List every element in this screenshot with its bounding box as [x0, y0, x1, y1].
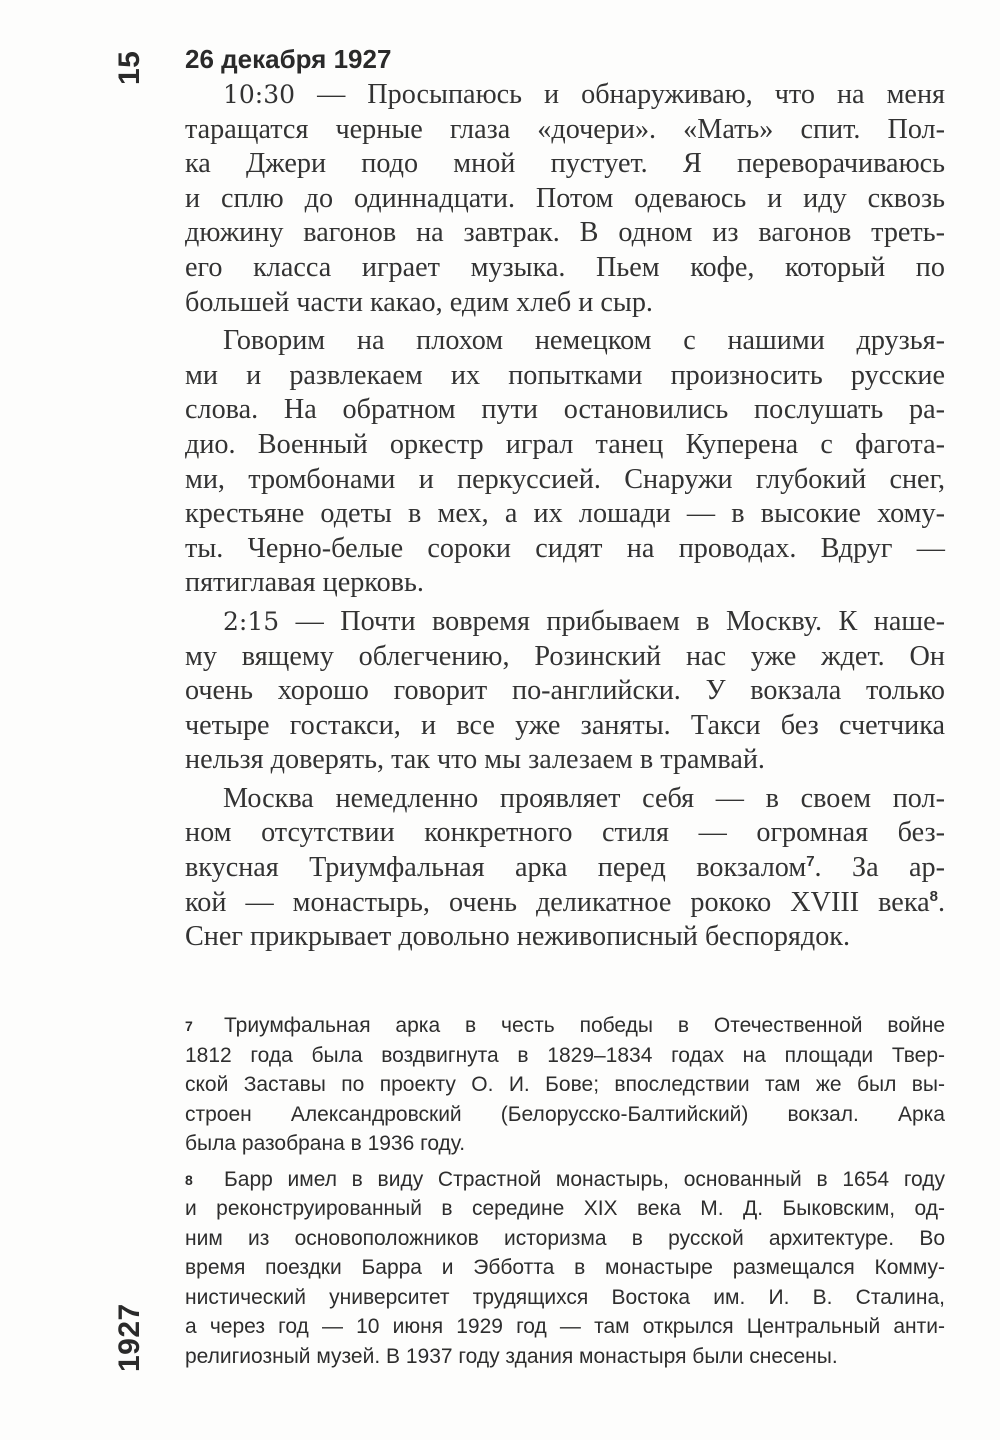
footnote-line: нистический университет трудящихся Востока им. И. В. Сталина,: [185, 1285, 945, 1309]
footnote-line: религиозный музей. В 1937 году здания монастыря были снесены.: [185, 1344, 838, 1368]
text-line: дио. Военный оркестр играл танец Куперена с фагота-: [185, 428, 945, 460]
text-line: ми и развлекаем их попытками произносить русские: [185, 359, 945, 391]
time-stamp: 2:15: [223, 606, 280, 636]
paragraph: [185, 605, 945, 778]
footnote-line: строен Александровский (Белорусско-Балтийский) вокзал. Арка: [185, 1102, 945, 1126]
text-line: дюжину вагонов на завтрак. В одном из вагонов треть-: [185, 217, 945, 249]
text-line: Говорим на плохом немецком с нашими друзья-: [223, 325, 945, 357]
footnote-line: и реконструированный в середине XIX века М. Д. Быковским, од-: [185, 1197, 945, 1220]
footnote-line: а через год — 10 июня 1929 год — там открылся Центральный анти-: [185, 1315, 945, 1338]
running-year: 1927: [113, 1303, 146, 1372]
text-line: ми, тромбонами и перкуссией. Снаружи глубокий снег,: [185, 463, 945, 495]
footnote-line: время поездки Барра и Эбботта в монастыре размещался Комму-: [185, 1256, 945, 1279]
text-line: ка Джери подо мной пустует. Я переворачиваюсь: [185, 148, 945, 180]
footnote-line: Барр имел в виду Страстной монастырь, основанный в 1654 году: [224, 1167, 945, 1191]
footnote-line: ним из основоположников историзма в русской архитектуре. Во: [185, 1226, 945, 1250]
page-number: 15: [113, 50, 146, 85]
text-line: 10:30 — Просыпаюсь и обнаруживаю, что на меня: [223, 79, 945, 110]
paragraph: [185, 78, 945, 320]
text-line: вкусная Триумфальная арка перед вокзалом$^7$. За ар-: [185, 852, 945, 884]
footnotes-section: [185, 1011, 945, 1377]
footnote-number: 8: [185, 1171, 193, 1188]
entry-date-heading: 26 декабря 1927: [185, 44, 392, 74]
paragraph: [185, 782, 945, 955]
paragraph: [185, 324, 945, 601]
text-line: его класса играет музыка. Пьем кофе, который по: [185, 251, 945, 283]
footnote-line: была разобрана в 1936 году.: [185, 1132, 466, 1155]
text-line: таращатся черные глаза «дочери». «Мать» спит. Пол-: [185, 113, 945, 145]
text-line: и сплю до одиннадцати. Потом одеваюсь и иду сквозь: [185, 182, 945, 214]
text-line: четыре гостакси, и все уже заняты. Такси без счетчика: [185, 709, 945, 741]
footnote-ref-7[interactable]: 7: [806, 853, 815, 871]
text-line: большей части какао, едим хлеб и сыр.: [185, 286, 653, 318]
text-line: слова. На обратном пути остановились послушать ра-: [185, 394, 945, 426]
footnote-line: Триумфальная арка в честь победы в Отечественной войне: [224, 1014, 945, 1037]
diary-entry-body: [185, 78, 945, 955]
text-line: нельзя доверять, так что мы залезаем в трамвай.: [185, 744, 765, 776]
text-line: крестьяне одеты в мех, а их лошади — в высокие хому-: [185, 498, 945, 530]
footnote-ref-8[interactable]: 8: [929, 887, 938, 905]
text-line: ты. Черно-белые сороки сидят на проводах. Вдруг —: [185, 532, 945, 564]
text-line: Москва немедленно проявляет себя — в своем пол-: [223, 782, 945, 814]
text-line: ном отсутствии конкретного стиля — огромная без-: [185, 817, 945, 849]
footnote-line: 1812 года была воздвигнута в 1829–1834 годах на площади Твер-: [185, 1043, 945, 1067]
text-line: пятиглавая церковь.: [185, 567, 424, 599]
text-line: кой — монастырь, очень деликатное рококо XVIII века$^8$.: [185, 886, 945, 918]
footnote-8: [185, 1165, 945, 1372]
text-line: Снег прикрывает довольно неживописный беспорядок.: [185, 921, 851, 953]
time-stamp: 10:30: [223, 80, 296, 109]
footnote-7: [185, 1011, 945, 1159]
text-line: му вящему облегчению, Розинский нас уже ждет. Он: [185, 640, 945, 672]
text-line: очень хорошо говорит по-английски. У вокзала только: [185, 675, 945, 707]
text-line: 2:15 — Почти вовремя прибываем в Москву. К наше-: [223, 605, 945, 637]
footnote-line: ской Заставы по проекту О. И. Бове; впоследствии там же был вы-: [185, 1073, 945, 1096]
footnote-number: 7: [185, 1018, 193, 1034]
